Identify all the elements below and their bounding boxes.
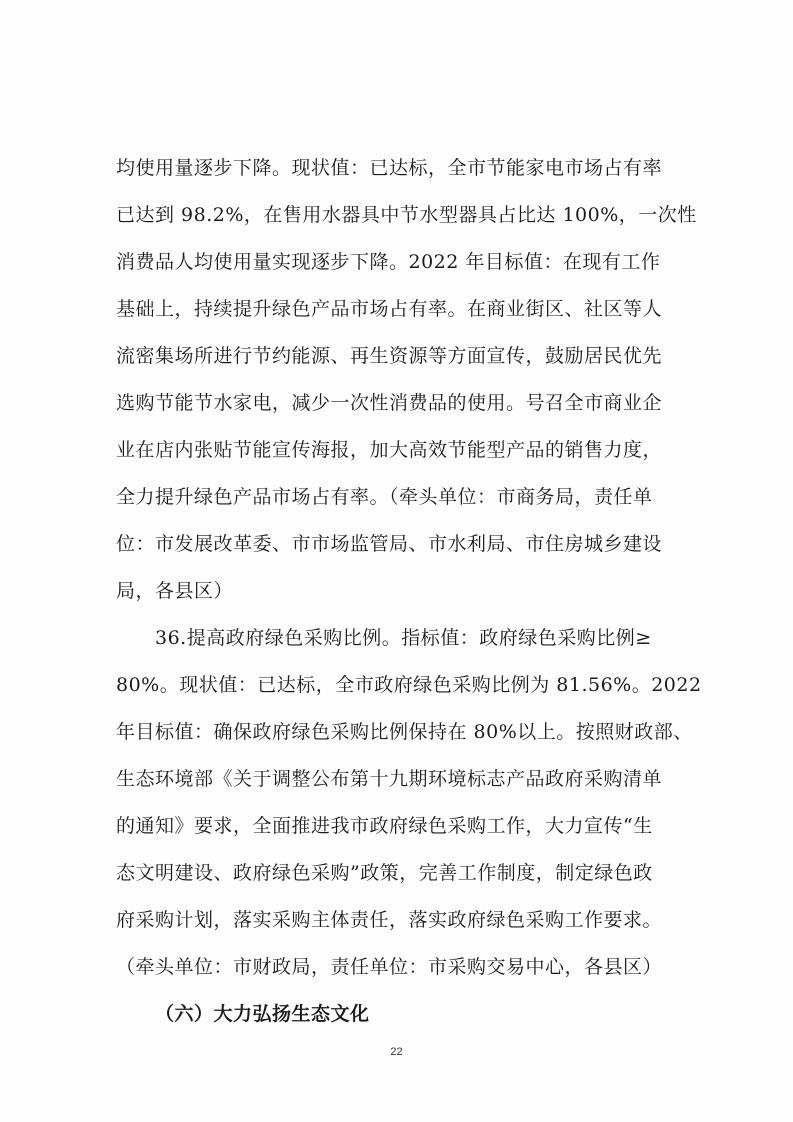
body-text-line: 态文明建设、政府绿色采购”政策，完善工作制度，制定绿色政 [116,862,653,884]
body-text-line: 局，各县区） [116,580,234,602]
body-text-line: 基础上，持续提升绿色产品市场占有率。在商业街区、社区等人 [116,298,663,320]
body-text-line: 选购节能节水家电，减少一次性消费品的使用。号召全市商业企 [116,392,663,414]
body-text-line: 均使用量逐步下降。现状值：已达标，全市节能家电市场占有率 [116,157,663,179]
body-text-line: 年目标值：确保政府绿色采购比例保持在 80%以上。按照财政部、 [116,721,693,743]
body-text-line: 80%。现状值：已达标，全市政府绿色采购比例为 81.56%。2022 [116,674,702,696]
body-text-line: 消费品人均使用量实现逐步下降。2022 年目标值：在现有工作 [116,251,661,273]
body-text-line: 位：市发展改革委、市市场监管局、市水利局、市住房城乡建设 [116,533,663,555]
body-text-line: 全力提升绿色产品市场占有率。（牵头单位：市商务局，责任单 [116,486,653,508]
body-text-line: 府采购计划，落实采购主体责任，落实政府绿色采购工作要求。 [116,909,663,931]
body-text-line: 的通知》要求，全面推进我市政府绿色采购工作，大力宣传“生 [116,815,653,837]
body-text-line: 流密集场所进行节约能源、再生资源等方面宣传，鼓励居民优先 [116,345,663,367]
body-text-line: 已达到 98.2%，在售用水器具中节水型器具占比达 100%，一次性 [116,204,697,226]
body-text-line: 业在店内张贴节能宣传海报，加大高效节能型产品的销售力度， [116,439,663,461]
paragraph-start-line: 36.提高政府绿色采购比例。指标值：政府绿色采购比例≥ [155,627,652,649]
section-heading: （六）大力弘扬生态文化 [155,1003,370,1025]
body-text-line: （牵头单位：市财政局，责任单位：市采购交易中心，各县区） [116,956,663,978]
page-number: 22 [390,1046,403,1058]
body-text-line: 生态环境部《关于调整公布第十九期环境标志产品政府采购清单 [116,768,663,790]
